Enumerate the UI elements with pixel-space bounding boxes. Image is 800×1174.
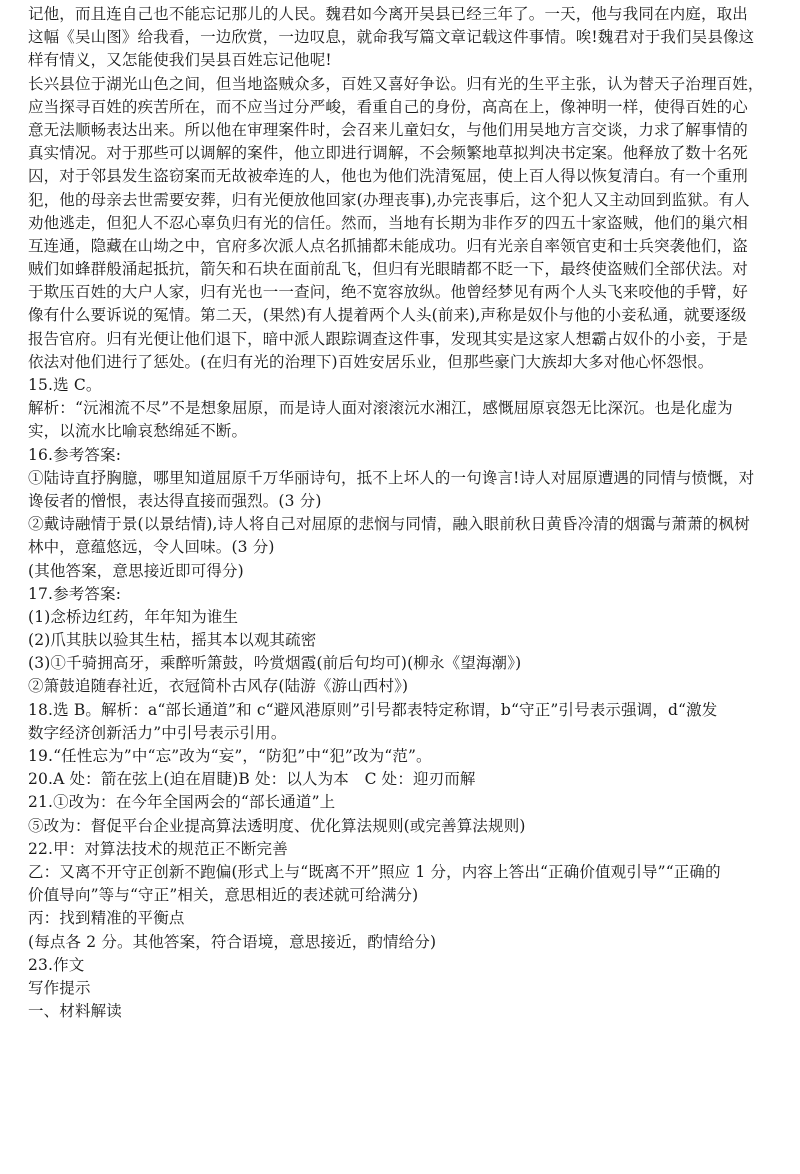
text-line: (3)①千骑拥高牙，乘醉听箫鼓，吟赏烟霞(前后句均可)(柳永《望海潮》): [28, 654, 522, 673]
text-line: 依法对他们进行了惩处。(在归有光的治理下)百姓安居乐业，但那些豪门大族却大多对他心怀怨恨。: [28, 352, 714, 371]
text-line: 囚，对于邻县发生盗窃案而无故被牵连的人，他也为他们洗清冤屈，使上百人得以恢复清白。有一个重刑: [28, 167, 748, 186]
answer-17-heading: 17.参考答案:: [28, 584, 122, 603]
text-line: 应当探寻百姓的疾苦所在，而不应当过分严峻，看重自己的身份，高高在上，像神明一样，使得百姓的心: [28, 97, 748, 116]
text-line: 这幅《吴山图》给我看，一边欣赏，一边叹息，就命我写篇文章记载这件事情。唉!魏君对于我们吴县像这: [28, 28, 755, 47]
text-line: 互连通，隐藏在山坳之中，官府多次派人点名抓捕都未能成功。归有光亲自率领官吏和士兵突袭他们，盗: [28, 236, 748, 255]
answer-16-heading: 16.参考答案:: [28, 445, 122, 464]
text-line: 犯，他的母亲去世需要安葬，归有光便放他回家(办理丧事),办完丧事后，这个犯人又主动回到监狱。有人: [28, 190, 750, 209]
section-heading: 一、材料解读: [28, 1002, 122, 1021]
answer-18-heading: 18.选 B。解析：a“部长通道”和 c“避风港原则”引号都表特定称谓，b“守正”引号表示强调，d“激发: [28, 700, 718, 719]
text-line: 长兴县位于湖光山色之间，但当地盗贼众多，百姓又喜好争讼。归有光的生平主张，认为替天子治理百姓，: [28, 74, 764, 93]
text-line: 林中，意蕴悠远，令人回味。(3 分): [28, 538, 275, 557]
text-line: 于欺压百姓的大户人家，归有光也一一查问，绝不宽容放纵。他曾经梦见有两个人头飞来咬他的手臂，好: [28, 283, 748, 302]
answer-20-heading: 20.A 处：箭在弦上(迫在眉睫)B 处：以人为本 C 处：迎刃而解: [28, 770, 476, 789]
text-line: 谗佞者的憎恨，表达得直接而强烈。(3 分): [28, 491, 322, 510]
answer-22-heading: 22.甲：对算法技术的规范正不断完善: [28, 839, 288, 858]
text-line: 像有什么要诉说的冤情。第二天，(果然)有人提着两个人头(前来),声称是奴仆与他的小妾私通，就要逐级: [28, 306, 747, 325]
text-line: 真实情况。对于那些可以调解的案件，他立即进行调解，不会频繁地草拟判决书定案。他释放了数十名死: [28, 144, 748, 163]
section-heading: 写作提示: [28, 978, 91, 997]
text-line: (1)念桥边红药，年年知为谁生: [28, 607, 239, 626]
answer-19-heading: 19.“任性忘为”中“忘”改为“妄”，“防犯”中“犯”改为“范”。: [28, 747, 432, 765]
answer-21-heading: 21.①改为：在今年全国两会的“部长通道”上: [28, 793, 336, 812]
text-line: (其他答案，意思接近即可得分): [28, 561, 244, 580]
text-line: (2)爪其肤以验其生枯，摇其本以观其疏密: [28, 631, 317, 650]
text-line: 样有情义，又怎能使我们吴县百姓忘记他呢!: [28, 51, 332, 70]
text-line: ②箫鼓追随春社近，衣冠简朴古风存(陆游《游山西村》): [28, 677, 409, 696]
answer-15-heading: 15.选 C。: [28, 376, 102, 394]
text-line: 价值导向”等与“守正”相关，意思相近的表述就可给满分): [28, 886, 419, 905]
text-line: 解析：“沅湘流不尽”不是想象屈原，而是诗人面对滚滚沅水湘江，感慨屈原哀怨无比深沉。也是化虚为: [28, 399, 733, 418]
text-line: ②戴诗融情于景(以景结情),诗人将自己对屈原的悲悯与同情，融入眼前秋日黄昏冷清的烟霭与萧萧的枫树: [28, 515, 750, 534]
text-line: ①陆诗直抒胸臆，哪里知道屈原千万华丽诗句，抵不上坏人的一句谗言!诗人对屈原遭遇的同情与愤慨，对: [28, 468, 755, 487]
text-line: (每点各 2 分。其他答案，符合语境，意思接近，酌情给分): [28, 932, 437, 951]
text-line: 劝他逃走，但犯人不忍心辜负归有光的信任。然而，当地有长期为非作歹的四五十家盗贼，他们的巢穴相: [28, 213, 748, 232]
text-line: 意无法顺畅表达出来。所以他在审理案件时，会召来儿童妇女，与他们用吴地方言交谈，力求了解事情的: [28, 120, 748, 139]
text-line: ⑤改为：督促平台企业提高算法透明度、优化算法规则(或完善算法规则): [28, 816, 526, 835]
text-line: 实，以流水比喻哀愁绵延不断。: [28, 422, 248, 441]
text-line: 数字经济创新活力”中引号表示引用。: [28, 723, 287, 742]
text-line: 记他，而且连自己也不能忘记那儿的人民。魏君如今离开吴县已经三年了。一天，他与我同在内庭，取出: [28, 5, 748, 23]
text-line: 贼们如蜂群般涌起抵抗，箭矢和石块在面前乱飞，但归有光眼睛都不眨一下，最终使盗贼们全部伏法。对: [28, 260, 748, 279]
text-line: 丙：找到精准的平衡点: [28, 909, 185, 928]
text-line: 报告官府。归有光便让他们退下，暗中派人跟踪调查这件事，发现其实是这家人想霸占奴仆的小妾，于是: [28, 329, 748, 348]
answer-23-heading: 23.作文: [28, 955, 85, 974]
text-line: 乙：又离不开守正创新不跑偏(形式上与“既离不开”照应 1 分，内容上答出“正确价值观引导”“正确的: [28, 862, 721, 881]
